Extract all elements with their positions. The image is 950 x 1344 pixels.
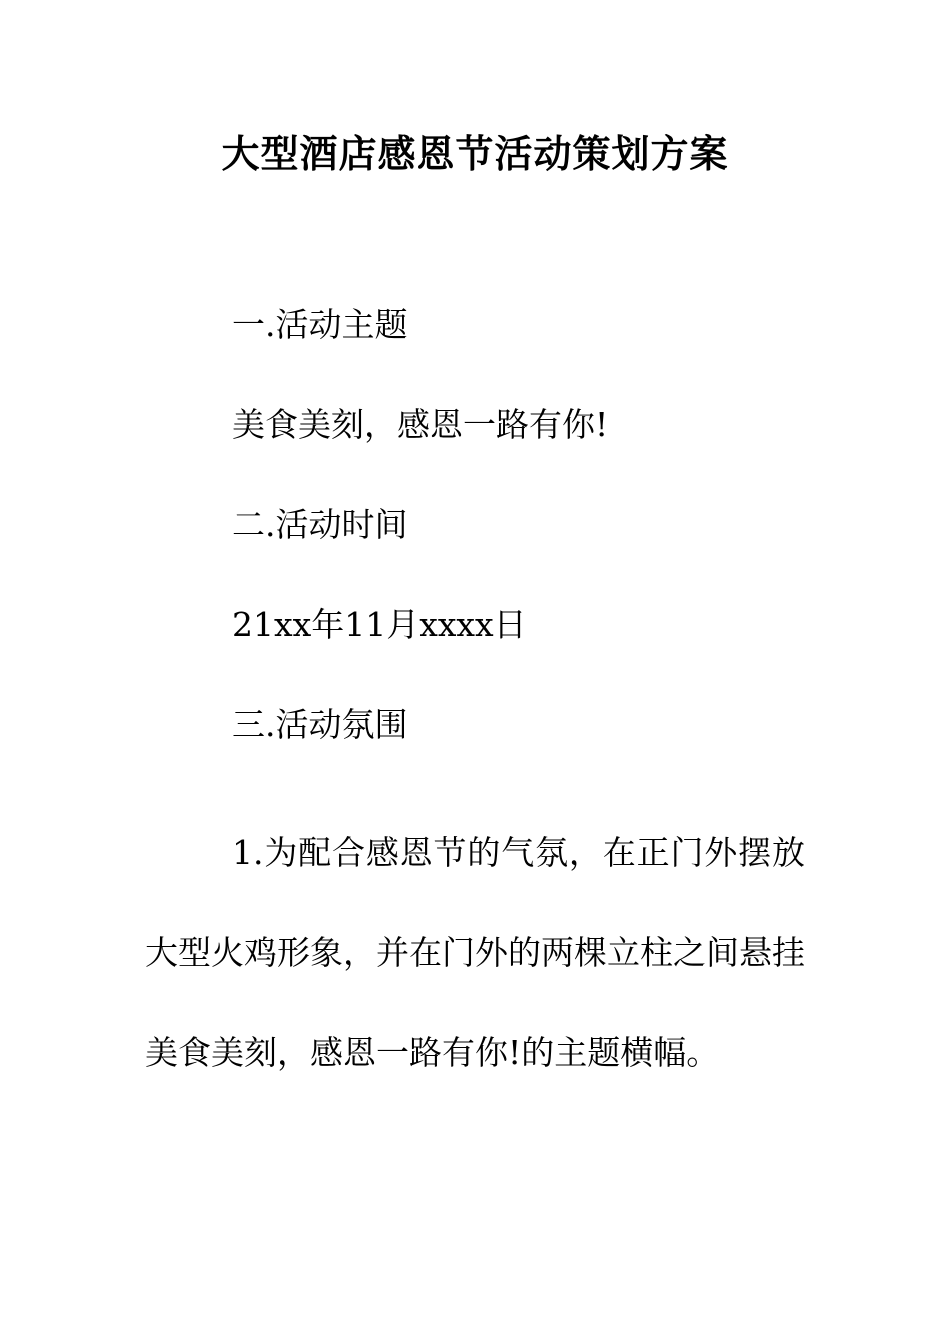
section-heading-theme: 一.活动主题 (232, 305, 408, 344)
section-heading-atmosphere: 三.活动氛围 (232, 705, 408, 744)
section-content-theme: 美食美刻，感恩一路有你! (232, 405, 609, 444)
document-title: 大型酒店感恩节活动策划方案 (221, 131, 729, 176)
section-heading-time: 二.活动时间 (232, 505, 408, 544)
section-content-time: 21xx年11月xxxx日 (232, 605, 527, 644)
paragraph-atmosphere-1: 1.为配合感恩节的气氛，在正门外摆放大型火鸡形象，并在门外的两棵立柱之间悬挂美食美刻，感恩一路有你!的主题横幅。 (145, 833, 805, 1072)
